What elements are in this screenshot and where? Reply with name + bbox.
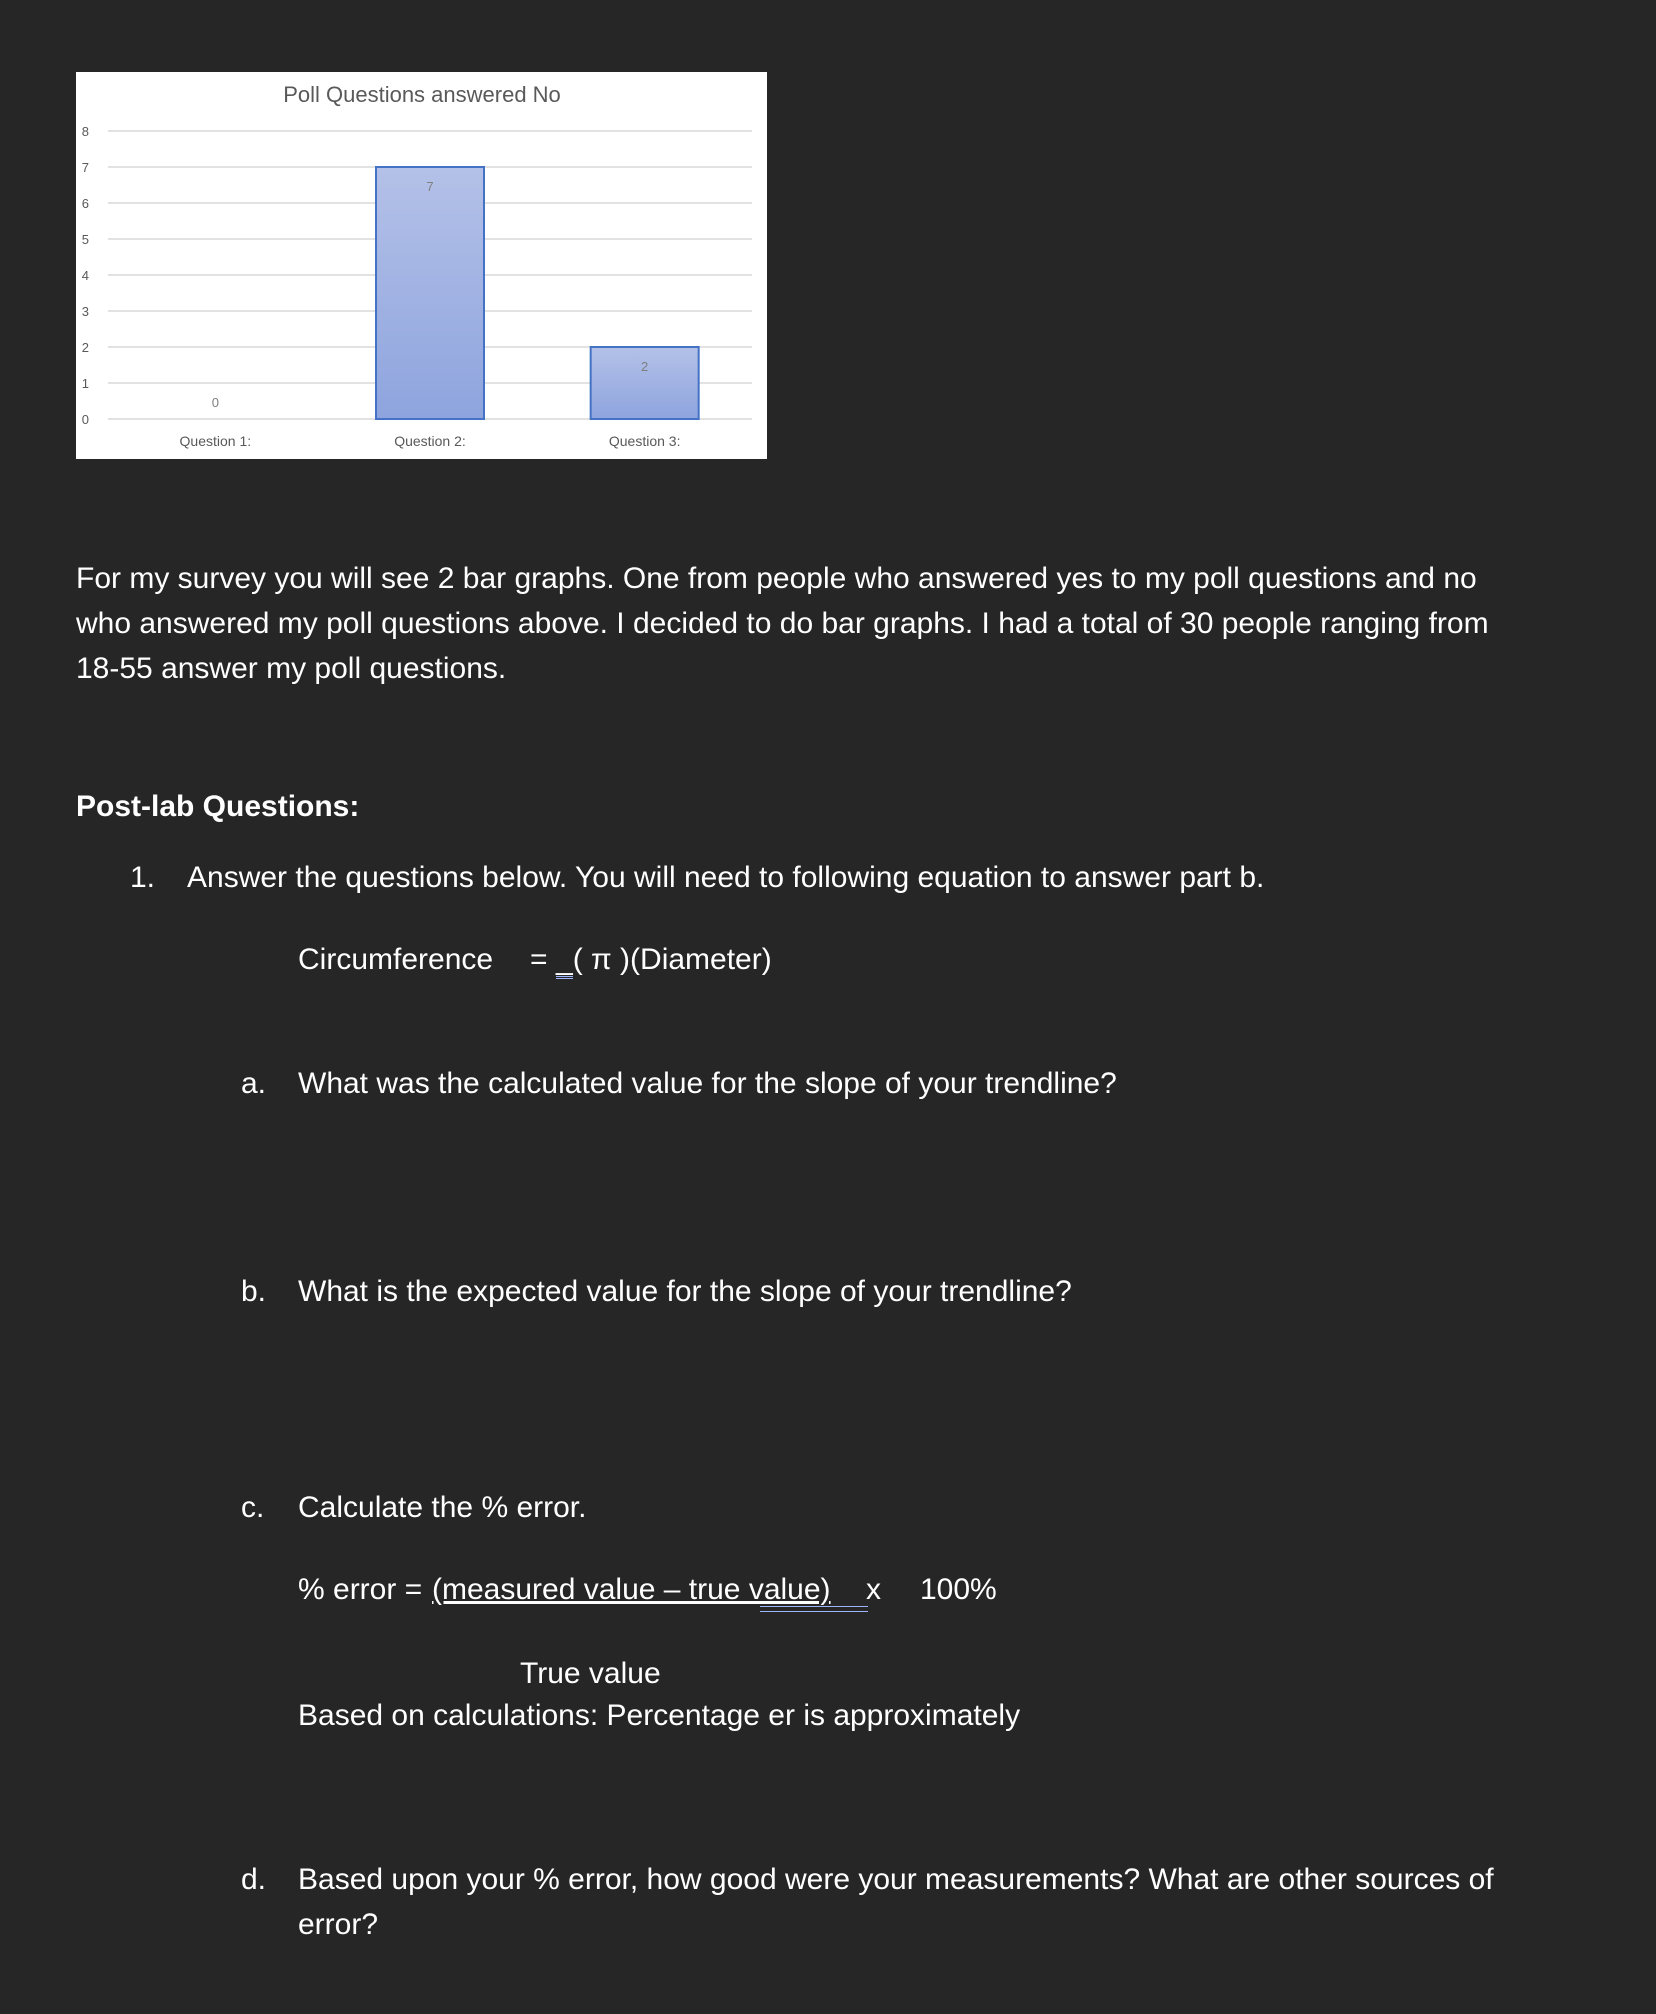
part-d-text: Based upon your % error, how good were your measurements? What are other sources of error? bbox=[298, 1863, 1494, 1941]
category-label: Question 1: bbox=[179, 433, 252, 449]
equation-label: Circumference bbox=[298, 943, 494, 976]
equation-rhs-lead: _ bbox=[556, 943, 573, 979]
part-a-text: What was the calculated value for the slope of your trendline? bbox=[298, 1067, 1117, 1100]
data-label: 2 bbox=[641, 359, 649, 374]
error-result-text: Based on calculations: Percentage er is approximately bbox=[298, 1699, 1021, 1732]
equation-equals: = bbox=[530, 943, 548, 976]
bar-3 bbox=[591, 347, 699, 419]
part-a-letter: a. bbox=[241, 1067, 267, 1100]
equation-diameter: (Diameter) bbox=[630, 943, 772, 976]
error-formula-denominator: True value bbox=[520, 1657, 661, 1690]
category-label: Question 2: bbox=[394, 433, 466, 449]
y-tick-label: 0 bbox=[81, 412, 89, 427]
y-tick-label: 1 bbox=[81, 376, 89, 391]
chart-svg bbox=[76, 72, 767, 459]
data-label: 0 bbox=[211, 395, 219, 410]
spelling-underline bbox=[760, 1606, 868, 1612]
y-tick-label: 6 bbox=[81, 196, 89, 211]
y-tick-label: 7 bbox=[81, 160, 89, 175]
section-heading: Post-lab Questions: bbox=[76, 790, 360, 823]
data-label: 7 bbox=[426, 179, 434, 194]
error-formula-lhs: % error = bbox=[298, 1573, 423, 1606]
equation-pi: ( π ) bbox=[572, 943, 631, 976]
part-c-text: Calculate the % error. bbox=[298, 1491, 587, 1524]
equation-rhs bbox=[556, 937, 772, 982]
part-d-letter: d. bbox=[241, 1863, 267, 1896]
part-b-letter: b. bbox=[241, 1275, 267, 1308]
intro-paragraph: For my survey you will see 2 bar graphs. One from people who answered yes to my poll questions and no who answered my poll questions above. I decided to do bar graphs. I had a total of 30 people ranging from 18-55 answer my poll questions. bbox=[76, 562, 1489, 685]
error-formula-times: x bbox=[866, 1573, 881, 1606]
y-tick-label: 2 bbox=[81, 340, 89, 355]
part-b-text: What is the expected value for the slope of your trendline? bbox=[298, 1275, 1072, 1308]
question-number: 1. bbox=[130, 861, 156, 894]
category-label: Question 3: bbox=[608, 433, 681, 449]
bar-2 bbox=[376, 167, 484, 419]
error-formula-numerator: (measured value – true value) bbox=[432, 1573, 831, 1606]
chart-title: Poll Questions answered No bbox=[283, 82, 561, 107]
y-tick-label: 4 bbox=[81, 268, 89, 283]
y-tick-label: 5 bbox=[81, 232, 89, 247]
bar-chart bbox=[76, 72, 767, 459]
y-tick-label: 8 bbox=[81, 124, 89, 139]
error-formula-percent: 100% bbox=[920, 1573, 997, 1606]
question-text: Answer the questions below. You will need to following equation to answer part b. bbox=[187, 861, 1265, 894]
y-tick-label: 3 bbox=[81, 304, 89, 319]
part-c-letter: c. bbox=[241, 1491, 265, 1524]
